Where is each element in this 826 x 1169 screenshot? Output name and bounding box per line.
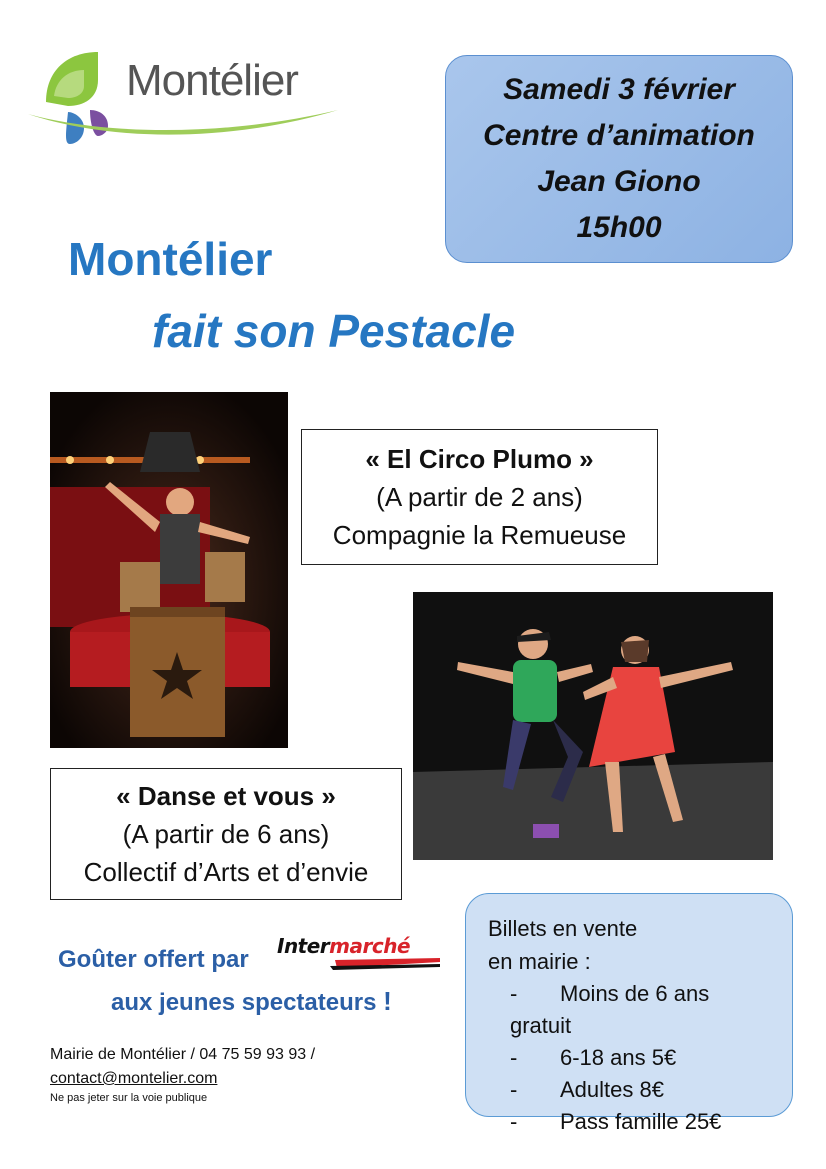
page-title-line2: fait son Pestacle <box>152 305 516 357</box>
price-item: - 6-18 ans 5€ <box>510 1045 677 1070</box>
sponsor-part1: Inter <box>277 934 330 958</box>
show-age: (A partir de 6 ans) <box>122 819 330 849</box>
tickets-heading1: Billets en vente <box>488 916 638 941</box>
gouter-line2-text: aux jeunes spectateurs <box>111 989 377 1016</box>
footer-contact-phone: Mairie de Montélier / 04 75 59 93 93 / <box>50 1046 316 1063</box>
tickets-heading2: en mairie : <box>488 949 591 974</box>
footer-note: Ne pas jeter sur la voie publique <box>50 1092 208 1104</box>
show-title: « El Circo Plumo » <box>365 444 594 474</box>
sponsor-swoosh-icon <box>275 958 440 970</box>
event-info-box <box>445 55 793 263</box>
gouter-line1: Goûter offert par <box>58 946 249 973</box>
event-date: Samedi 3 février <box>503 73 735 106</box>
event-time: 15h00 <box>576 211 662 244</box>
show-company: Compagnie la Remueuse <box>332 520 627 550</box>
tickets-info-box <box>465 893 793 1134</box>
circus-performer-photo <box>50 392 288 748</box>
sponsor-part2: marché <box>329 934 411 958</box>
show-age: (A partir de 2 ans) <box>376 482 583 512</box>
price-item: - Pass famille 25€ <box>510 1109 722 1134</box>
footer-email <box>50 1070 217 1088</box>
show-company: Collectif d’Arts et d’envie <box>83 857 369 887</box>
gouter-exclamation: ! <box>383 986 392 1016</box>
price-item: - Moins de 6 ans gratuit <box>510 981 710 1038</box>
intermarche-logo <box>275 930 440 972</box>
show-title: « Danse et vous » <box>116 781 336 811</box>
tickets-price-list <box>488 978 770 1138</box>
page-title-line1: Montélier <box>68 233 273 285</box>
email-link[interactable]: contact@montelier.com <box>50 1070 218 1087</box>
dancers-photo <box>413 592 773 860</box>
event-venue-line2: Jean Giono <box>537 165 701 198</box>
show-danse-et-vous-box <box>50 768 402 900</box>
logo-text: Montélier <box>126 56 298 105</box>
show-circo-plumo-box <box>301 429 658 565</box>
gouter-line2 <box>111 986 392 1017</box>
event-venue-line1: Centre d’animation <box>483 119 755 152</box>
price-item: - Adultes 8€ <box>510 1077 664 1102</box>
montelier-logo <box>28 40 348 150</box>
